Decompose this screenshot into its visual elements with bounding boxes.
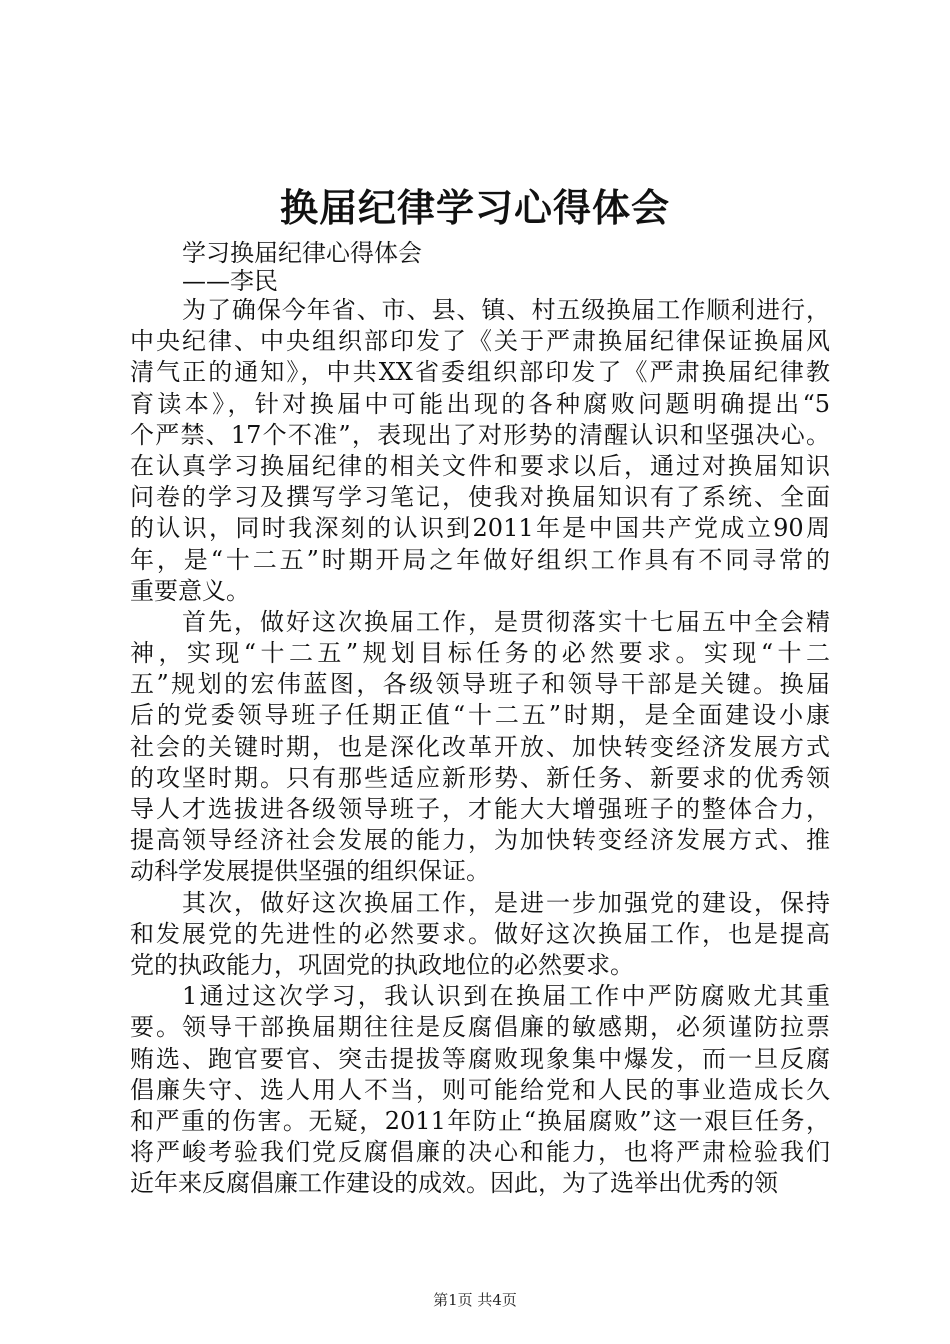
paragraph-line: 的攻坚时期。只有那些适应新形势、新任务、新要求的优秀领 [130, 763, 830, 792]
paragraph-line: 其次，做好这次换届工作，是进一步加强党的建设，保持 [182, 888, 830, 917]
document-body [130, 295, 830, 1199]
paragraph-line: 和严重的伤害。无疑，2011年防止“换届腐败”这一艰巨任务， [130, 1106, 830, 1135]
paragraph-line: 将严峻考验我们党反腐倡廉的决心和能力，也将严肃检验我们 [130, 1138, 830, 1167]
paragraph-line: 年，是“十二五”时期开局之年做好组织工作具有不同寻常的 [130, 545, 830, 574]
paragraph-line: 重要意义。 [130, 576, 250, 605]
paragraph-line: 提高领导经济社会发展的能力，为加快转变经济发展方式、推 [130, 826, 830, 855]
paragraph-line: 清气正的通知》，中共XX省委组织部印发了《严肃换届纪律教 [130, 358, 830, 387]
paragraph-line: 中央纪律、中央组织部印发了《关于严肃换届纪律保证换届风 [130, 327, 830, 356]
document-subtitle: 学习换届纪律心得体会 [182, 239, 422, 267]
paragraph-line: 个严禁、17个不准”，表现出了对形势的清醒认识和坚强决心。 [130, 420, 830, 449]
paragraph-line: 后的党委领导班子任期正值“十二五”时期，是全面建设小康 [130, 701, 830, 730]
paragraph-line: 导人才选拔进各级领导班子，才能大大增强班子的整体合力， [130, 795, 830, 823]
paragraph-line: 问卷的学习及撰写学习笔记，使我对换届知识有了系统、全面 [130, 483, 830, 512]
paragraph-line: 倡廉失守、选人用人不当，则可能给党和人民的事业造成长久 [130, 1075, 830, 1104]
paragraph-line: 1通过这次学习，我认识到在换届工作中严防腐败尤其重 [182, 982, 830, 1011]
document-author: ——李民 [182, 267, 278, 295]
paragraph-line: 育读本》，针对换届中可能出现的各种腐败问题明确提出“5 [130, 389, 830, 418]
document-title: 换届纪律学习心得体会 [279, 185, 670, 230]
paragraph-line: 和发展党的先进性的必然要求。做好这次换届工作，也是提高 [130, 919, 830, 948]
page-number-footer: 第1页 共4页 [433, 1291, 517, 1309]
paragraph-line: 要。领导干部换届期往往是反腐倡廉的敏感期，必须谨防拉票 [130, 1013, 830, 1042]
paragraph-line: 的认识，同时我深刻的认识到2011年是中国共产党成立90周 [130, 514, 830, 543]
paragraph-line: 在认真学习换届纪律的相关文件和要求以后，通过对换届知识 [130, 451, 830, 480]
paragraph-line: 首先，做好这次换届工作，是贯彻落实十七届五中全会精 [182, 607, 830, 636]
paragraph-line: 为了确保今年省、市、县、镇、村五级换届工作顺利进行， [182, 296, 830, 324]
paragraph-line: 近年来反腐倡廉工作建设的成效。因此，为了选举出优秀的领 [130, 1169, 778, 1198]
paragraph-line: 党的执政能力，巩固党的执政地位的必然要求。 [130, 950, 634, 979]
paragraph-line: 贿选、跑官要官、突击提拔等腐败现象集中爆发，而一旦反腐 [130, 1044, 830, 1073]
paragraph-line: 动科学发展提供坚强的组织保证。 [130, 857, 490, 886]
paragraph-line: 社会的关键时期，也是深化改革开放、加快转变经济发展方式 [130, 732, 830, 761]
paragraph-line: 神，实现“十二五”规划目标任务的必然要求。实现“十二 [130, 639, 830, 668]
paragraph-line: 五”规划的宏伟蓝图，各级领导班子和领导干部是关键。换届 [130, 670, 830, 699]
